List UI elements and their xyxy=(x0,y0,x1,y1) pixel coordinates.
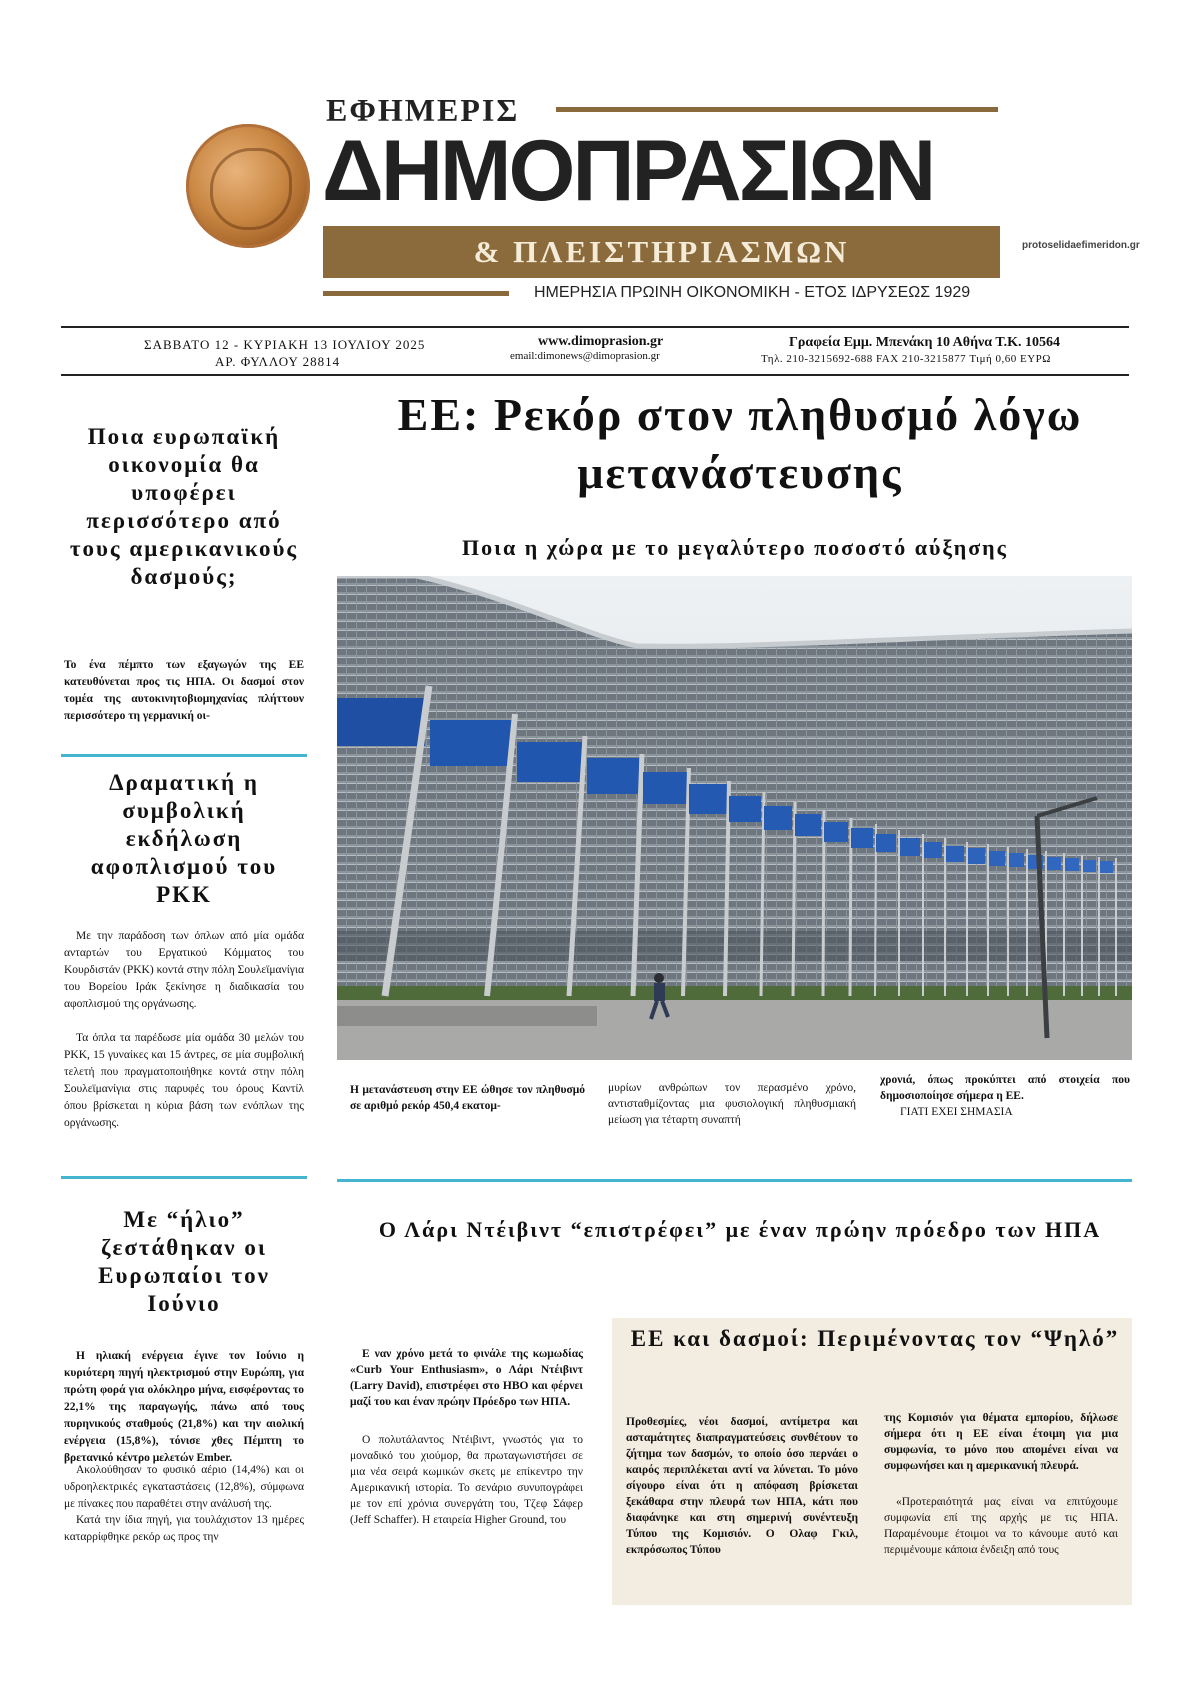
left2-body-p1: Με την παράδοση των όπλων από μία ομάδα ανταρτών του Εργατικού Κόμματος του Κουρδιστάν (ΡΚΚ) κοντά στην πόλη Σουλεϊμανίγια του Βορείου Ιράκ ξεκίνησε η διαδικασία του αφοπλισμού της οργάνωσης. xyxy=(64,930,304,1010)
left-divider-2 xyxy=(61,1176,307,1179)
email-link[interactable]: email:dimonews@dimoprasion.gr xyxy=(510,350,660,362)
left1-body: Το ένα πέμπτο των εξαγωγών της ΕΕ κατευθύνεται προς τις ΗΠΑ. Οι δασμοί στον τομέα της αυτοκινητοβιομηχανίας πλήττουν περισσότερο τη γερμανική οι- xyxy=(64,659,304,722)
tariffs-col1: Προθεσμίες, νέοι δασμοί, αντίμετρα και ασταμάτητες διαπραγματεύσεις συνθέτουν το ζήτημα των δασμών, το οποίο όσο περνάει ο καιρός περιπλέκεται αντί να λύνεται. Το μόνο σίγουρο είναι ότι η απόφαση βρίσκεται ξεκάθαρα στην πλευρά των ΗΠΑ, κάτι που διαφάνηκε και στη σημερινή συνέντευξη Τύπου της Κομισιόν. Ο Ολαφ Γκιλ, εκπρόσωπος Τύπου xyxy=(626,1416,858,1556)
section-divider xyxy=(337,1179,1132,1182)
left3-body-p2: Ακολούθησαν το φυσικό αέριο (14,4%) και οι υδροηλεκτρικές εγκαταστάσεις (12,8%), σύμφωνα με πίνακες που παραθέτει στην ανάλυσή της. xyxy=(64,1464,304,1510)
tariffs-headline: ΕΕ και δασμοί: Περιμένοντας τον “Ψηλό” xyxy=(630,1326,1120,1351)
left3-headline: Με “ήλιο” ζεστάθηκαν οι Ευρωπαίοι τον Ιούνιο xyxy=(98,1207,270,1316)
left3-body-p1: Η ηλιακή ενέργεια έγινε τον Ιούνιο η κυριότερη πηγή ηλεκτρισμού στην Ευρώπη, για πρώτη φορά για ολόκληρο μήνα, εισφέροντας το 22,1% της παραγωγής, πάνω από τους πυρηνικούς σταθμούς (21,8%) και την αιολική ενέργεια (15,8%), τόνισε χθες Πέμπτη το βρετανικό κέντρο μελετών Ember. xyxy=(64,1350,304,1464)
masthead-subtitle-band: & ΠΛΕΙΣΤΗΡΙΑΣΜΩΝ xyxy=(323,226,1000,278)
photo-caption-col3 xyxy=(880,1072,1130,1120)
masthead-rule xyxy=(556,107,998,112)
left1-headline: Ποια ευρωπαϊκή οικονομία θα υποφέρει περισσότερο από τους αμερικανικούς δασμούς; xyxy=(69,424,299,589)
left3-body-p3: Κατά την ίδια πηγή, για τουλάχιστον 13 ημέρες καταρρίφθηκε ρεκόρ ως προς την xyxy=(64,1514,304,1543)
left-divider-1 xyxy=(61,754,307,757)
larry-headline: Ο Λάρι Ντέιβιντ “επιστρέφει” με έναν πρώην πρόεδρο των ΗΠΑ xyxy=(378,1217,1102,1242)
newspaper-title: ΔΗΜΟΠΡΑΣΙΩΝ xyxy=(322,123,934,219)
issue-date: ΣΑΒΒΑΤΟ 12 - ΚΥΡΙΑΚΗ 13 ΙΟΥΛΙΟΥ 2025 xyxy=(144,337,426,352)
main-headline: ΕΕ: Ρεκόρ στον πληθυσμό λόγω μετανάστευσης xyxy=(397,389,1083,498)
larry-body-p1: Ε ναν χρόνο μετά το φινάλε της κωμωδίας «Curb Your Enthusiasm», ο Λάρι Ντέιβιντ (Larry David), επιστρέφει στο HBO και φέρνει μαζί του και έναν πρώην Πρόεδρο των ΗΠΑ. xyxy=(350,1348,583,1408)
tariffs-col2-p1: της Κομισιόν για θέματα εμπορίου, δήλωσε σήμερα ότι η ΕΕ είναι έτοιμη για μια συμφωνία, το μόνο που απομένει είναι να συμφωνήσει και η αμερικανική πλευρά. xyxy=(884,1412,1118,1472)
left2-body-p2: Τα όπλα τα παρέδωσε μία ομάδα 30 μελών του ΡΚΚ, 15 γυναίκες και 15 άντρες, σε μία συμβολική τελετή που πραγματοποιήθηκε κοντά στην πόλη Σουλεϊμανίγια στις παρυφές του όρους Καντίλ όπου βρίσκεται η κύρια βάση των ενόπλων της οργάνωσης. xyxy=(64,1032,304,1129)
contact-phone: Τηλ. 210-3215692-688 FAX 210-3215877 Τιμή 0,60 ΕΥΡΩ xyxy=(761,353,1051,365)
watermark: protoselidaefimeridon.gr xyxy=(1022,240,1140,251)
tariffs-col2-p2: «Προτεραιότητά μας είναι να επιτύχουμε συμφωνία επί της αρχής με τις ΗΠΑ. Παραμένουμε έτοιμοι να το κάνουμε αυτό και περιμένουμε κάποια ένδειξη από τους xyxy=(884,1496,1118,1556)
website-link[interactable]: www.dimoprasion.gr xyxy=(538,334,664,349)
main-photo-eu-commission-building xyxy=(337,576,1132,1060)
masthead-tagline: ΗΜΕΡΗΣΙΑ ΠΡΩΙΝΗ ΟΙΚΟΝΟΜΙΚΗ - ΕΤΟΣ ΙΔΡΥΣΕΩΣ 1929 xyxy=(534,284,971,301)
office-address: Γραφεία Εμμ. Μπενάκη 10 Αθήνα Τ.Κ. 10564 xyxy=(789,335,1061,350)
photo-caption-col3-text: χρονιά, όπως προκύπτει από στοιχεία που δημοσιοποίησε σήμερα η ΕΕ. xyxy=(880,1074,1130,1102)
main-subheadline: Ποια η χώρα με το μεγαλύτερο ποσοστό αύξησης xyxy=(462,535,1008,560)
strip-top-rule xyxy=(61,326,1129,328)
left2-headline: Δραματική η συμβολική εκδήλωση αφοπλισμού του ΡΚΚ xyxy=(90,770,278,907)
photo-caption-col2: μυρίων ανθρώπων τον περασμένο χρόνο, αντισταθμίζοντας μια φυσιολογική πληθυσμιακή μείωση για τέταρτη συναπτή xyxy=(608,1082,856,1126)
masthead-rule-bottom xyxy=(323,291,509,296)
issue-number: ΑΡ. ΦΥΛΛΟΥ 28814 xyxy=(215,354,341,369)
coin-profile-emblem xyxy=(210,148,292,230)
strip-bottom-rule xyxy=(61,374,1129,376)
photo-caption-col1: Η μετανάστευση στην ΕΕ ώθησε τον πληθυσμό σε αριθμό ρεκόρ 450,4 εκατομ- xyxy=(350,1084,585,1112)
masthead-prefix: ΕΦΗΜΕΡΙΣ xyxy=(326,92,520,128)
caption-section-label: ΓΙΑΤΙ ΕΧΕΙ ΣΗΜΑΣΙΑ xyxy=(900,1106,1013,1118)
larry-body-p2: Ο πολυτάλαντος Ντέιβιντ, γνωστός για το μοναδικό του χιούμορ, θα πρωταγωνιστήσει σε μια νέα σειρά κωμικών σκετς με επίκεντρο την Αμερικανική ιστορία. Το σενάριο συνυπογράφει με τον επί χρόνια συνεργάτη του, Τζεφ Σάφερ (Jeff Schaffer). Η εταιρεία Higher Ground, του xyxy=(350,1434,583,1526)
